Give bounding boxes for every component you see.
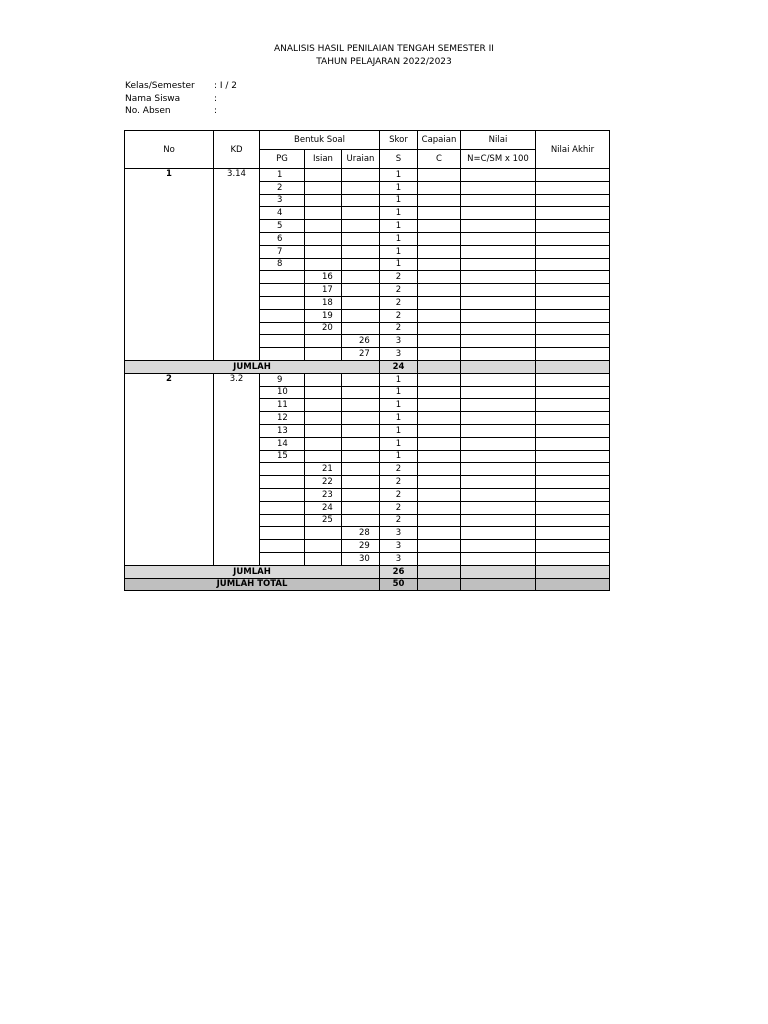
cell-nilai xyxy=(461,540,536,553)
cell-nilai xyxy=(461,169,536,182)
cell-skor: 1 xyxy=(380,245,418,258)
cell-nilai xyxy=(461,348,536,361)
cell-nilai-akhir xyxy=(536,450,610,463)
cell-isian: 18 xyxy=(305,296,342,309)
jumlah-total-value: 50 xyxy=(380,578,418,591)
cell-pg: 3 xyxy=(260,194,305,207)
jumlah-total-row xyxy=(125,578,610,591)
cell-nilai-akhir xyxy=(536,437,610,450)
cell-nilai-akhir xyxy=(536,386,610,399)
cell-isian xyxy=(305,335,342,348)
header-nilai: Nilai xyxy=(461,131,536,150)
cell-capaian xyxy=(418,181,461,194)
cell-isian xyxy=(305,450,342,463)
header-bentuk-soal: Bentuk Soal xyxy=(260,131,380,150)
cell-isian xyxy=(305,386,342,399)
cell-capaian xyxy=(418,437,461,450)
jumlah-capaian xyxy=(418,360,461,373)
cell-isian: 24 xyxy=(305,501,342,514)
cell-skor: 2 xyxy=(380,514,418,527)
jumlah-nilai-akhir xyxy=(536,565,610,578)
cell-uraian xyxy=(342,194,380,207)
cell-nilai-akhir xyxy=(536,271,610,284)
cell-isian xyxy=(305,232,342,245)
info-value: : I / 2 xyxy=(214,81,238,91)
cell-nilai xyxy=(461,271,536,284)
cell-uraian: 30 xyxy=(342,552,380,565)
cell-capaian xyxy=(418,450,461,463)
cell-nilai xyxy=(461,335,536,348)
header-capaian-c: C xyxy=(418,150,461,169)
cell-capaian xyxy=(418,488,461,501)
cell-isian: 23 xyxy=(305,488,342,501)
cell-skor: 2 xyxy=(380,463,418,476)
cell-skor: 3 xyxy=(380,348,418,361)
cell-pg xyxy=(260,348,305,361)
cell-capaian xyxy=(418,335,461,348)
cell-uraian xyxy=(342,373,380,386)
jumlah-value: 26 xyxy=(380,565,418,578)
cell-skor: 2 xyxy=(380,296,418,309)
cell-pg: 1 xyxy=(260,169,305,182)
cell-uraian xyxy=(342,437,380,450)
cell-skor: 3 xyxy=(380,540,418,553)
cell-isian: 21 xyxy=(305,463,342,476)
cell-pg xyxy=(260,501,305,514)
header-kd: KD xyxy=(214,131,260,169)
info-value: : xyxy=(214,106,218,116)
cell-pg: 13 xyxy=(260,424,305,437)
document-subtitle: TAHUN PELAJARAN 2022/2023 xyxy=(316,57,452,67)
cell-nilai xyxy=(461,296,536,309)
cell-capaian xyxy=(418,322,461,335)
header-isian: Isian xyxy=(305,150,342,169)
cell-uraian xyxy=(342,488,380,501)
cell-capaian xyxy=(418,476,461,489)
cell-capaian xyxy=(418,552,461,565)
cell-isian xyxy=(305,527,342,540)
cell-nilai xyxy=(461,463,536,476)
total-nilai-akhir xyxy=(536,578,610,591)
cell-uraian xyxy=(342,424,380,437)
cell-isian: 25 xyxy=(305,514,342,527)
cell-pg: 2 xyxy=(260,181,305,194)
cell-pg xyxy=(260,552,305,565)
cell-skor: 2 xyxy=(380,309,418,322)
cell-nilai-akhir xyxy=(536,552,610,565)
cell-capaian xyxy=(418,424,461,437)
cell-isian xyxy=(305,194,342,207)
cell-uraian xyxy=(342,271,380,284)
cell-nilai-akhir xyxy=(536,181,610,194)
cell-isian xyxy=(305,245,342,258)
jumlah-label: JUMLAH xyxy=(125,565,380,578)
cell-skor: 2 xyxy=(380,284,418,297)
header-uraian: Uraian xyxy=(342,150,380,169)
header-pg: PG xyxy=(260,150,305,169)
cell-capaian xyxy=(418,207,461,220)
cell-uraian xyxy=(342,386,380,399)
cell-capaian xyxy=(418,386,461,399)
cell-capaian xyxy=(418,309,461,322)
cell-nilai-akhir xyxy=(536,284,610,297)
cell-skor: 1 xyxy=(380,207,418,220)
info-label: No. Absen xyxy=(125,106,171,116)
cell-capaian xyxy=(418,169,461,182)
cell-skor: 2 xyxy=(380,476,418,489)
cell-nilai-akhir xyxy=(536,501,610,514)
cell-nilai xyxy=(461,386,536,399)
cell-uraian xyxy=(342,258,380,271)
cell-skor: 1 xyxy=(380,169,418,182)
header-capaian: Capaian xyxy=(418,131,461,150)
cell-nilai xyxy=(461,322,536,335)
cell-capaian xyxy=(418,373,461,386)
cell-capaian xyxy=(418,514,461,527)
cell-uraian: 28 xyxy=(342,527,380,540)
cell-pg: 4 xyxy=(260,207,305,220)
cell-isian: 22 xyxy=(305,476,342,489)
cell-isian xyxy=(305,540,342,553)
cell-nilai xyxy=(461,309,536,322)
cell-skor: 2 xyxy=(380,501,418,514)
cell-nilai-akhir xyxy=(536,309,610,322)
cell-uraian xyxy=(342,245,380,258)
cell-nilai-akhir xyxy=(536,232,610,245)
cell-nilai-akhir xyxy=(536,296,610,309)
cell-isian: 17 xyxy=(305,284,342,297)
jumlah-nilai xyxy=(461,565,536,578)
cell-isian: 19 xyxy=(305,309,342,322)
cell-nilai xyxy=(461,450,536,463)
header-skor-s: S xyxy=(380,150,418,169)
cell-pg xyxy=(260,296,305,309)
cell-nilai xyxy=(461,424,536,437)
cell-isian xyxy=(305,373,342,386)
cell-capaian xyxy=(418,296,461,309)
cell-skor: 2 xyxy=(380,322,418,335)
cell-isian xyxy=(305,258,342,271)
cell-isian xyxy=(305,207,342,220)
cell-skor: 1 xyxy=(380,181,418,194)
cell-capaian xyxy=(418,284,461,297)
cell-nilai-akhir xyxy=(536,322,610,335)
jumlah-row xyxy=(125,565,610,578)
cell-isian xyxy=(305,424,342,437)
cell-skor: 1 xyxy=(380,194,418,207)
cell-skor: 2 xyxy=(380,488,418,501)
cell-skor: 1 xyxy=(380,220,418,233)
cell-capaian xyxy=(418,271,461,284)
cell-nilai xyxy=(461,437,536,450)
cell-pg xyxy=(260,488,305,501)
cell-isian xyxy=(305,169,342,182)
cell-pg xyxy=(260,322,305,335)
cell-pg xyxy=(260,463,305,476)
cell-skor: 1 xyxy=(380,437,418,450)
cell-nilai xyxy=(461,399,536,412)
cell-uraian xyxy=(342,309,380,322)
cell-capaian xyxy=(418,399,461,412)
cell-uraian xyxy=(342,220,380,233)
cell-pg xyxy=(260,540,305,553)
info-nama-siswa xyxy=(125,93,217,105)
cell-skor: 1 xyxy=(380,373,418,386)
cell-uraian xyxy=(342,501,380,514)
cell-nilai-akhir xyxy=(536,540,610,553)
cell-uraian xyxy=(342,232,380,245)
cell-isian xyxy=(305,399,342,412)
cell-nilai xyxy=(461,232,536,245)
cell-nilai-akhir xyxy=(536,527,610,540)
cell-pg: 12 xyxy=(260,412,305,425)
cell-nilai-akhir xyxy=(536,194,610,207)
total-capaian xyxy=(418,578,461,591)
header-nilai-akhir: Nilai Akhir xyxy=(536,131,610,169)
cell-nilai-akhir xyxy=(536,412,610,425)
cell-uraian xyxy=(342,296,380,309)
cell-isian: 20 xyxy=(305,322,342,335)
cell-skor: 1 xyxy=(380,450,418,463)
cell-nilai xyxy=(461,552,536,565)
cell-capaian xyxy=(418,245,461,258)
info-value: : xyxy=(214,94,218,104)
cell-isian xyxy=(305,220,342,233)
cell-nilai-akhir xyxy=(536,514,610,527)
header-row-1 xyxy=(125,131,610,150)
cell-nilai xyxy=(461,514,536,527)
cell-capaian xyxy=(418,463,461,476)
cell-nilai-akhir xyxy=(536,348,610,361)
cell-capaian xyxy=(418,540,461,553)
cell-no: 2 xyxy=(125,373,214,565)
cell-pg xyxy=(260,335,305,348)
cell-kd: 3.14 xyxy=(214,169,260,361)
cell-pg: 14 xyxy=(260,437,305,450)
cell-pg: 10 xyxy=(260,386,305,399)
cell-pg xyxy=(260,527,305,540)
cell-uraian xyxy=(342,412,380,425)
cell-isian xyxy=(305,181,342,194)
cell-nilai-akhir xyxy=(536,488,610,501)
table-row xyxy=(125,373,610,386)
cell-skor: 1 xyxy=(380,424,418,437)
cell-skor: 3 xyxy=(380,335,418,348)
cell-uraian: 26 xyxy=(342,335,380,348)
analysis-table xyxy=(124,130,610,591)
cell-nilai-akhir xyxy=(536,245,610,258)
info-label: Nama Siswa xyxy=(125,94,181,104)
cell-nilai xyxy=(461,284,536,297)
cell-nilai xyxy=(461,488,536,501)
info-no-absen xyxy=(125,105,217,117)
cell-nilai-akhir xyxy=(536,476,610,489)
cell-nilai-akhir xyxy=(536,258,610,271)
cell-uraian xyxy=(342,463,380,476)
jumlah-nilai-akhir xyxy=(536,360,610,373)
cell-uraian: 27 xyxy=(342,348,380,361)
table-row xyxy=(125,169,610,182)
jumlah-nilai xyxy=(461,360,536,373)
cell-skor: 1 xyxy=(380,258,418,271)
cell-capaian xyxy=(418,258,461,271)
cell-isian xyxy=(305,552,342,565)
info-label: Kelas/Semester xyxy=(125,81,195,91)
cell-pg xyxy=(260,514,305,527)
cell-pg: 8 xyxy=(260,258,305,271)
cell-uraian xyxy=(342,207,380,220)
cell-nilai xyxy=(461,207,536,220)
cell-uraian xyxy=(342,476,380,489)
header-nilai-formula: N=C/SM x 100 xyxy=(461,150,536,169)
cell-uraian xyxy=(342,514,380,527)
cell-isian: 16 xyxy=(305,271,342,284)
cell-pg: 6 xyxy=(260,232,305,245)
cell-isian xyxy=(305,437,342,450)
cell-nilai xyxy=(461,245,536,258)
cell-skor: 2 xyxy=(380,271,418,284)
cell-nilai-akhir xyxy=(536,207,610,220)
total-nilai xyxy=(461,578,536,591)
cell-uraian: 29 xyxy=(342,540,380,553)
cell-skor: 3 xyxy=(380,552,418,565)
cell-pg: 15 xyxy=(260,450,305,463)
cell-skor: 1 xyxy=(380,232,418,245)
cell-nilai xyxy=(461,476,536,489)
cell-pg: 7 xyxy=(260,245,305,258)
cell-uraian xyxy=(342,169,380,182)
cell-uraian xyxy=(342,284,380,297)
cell-nilai xyxy=(461,220,536,233)
jumlah-value: 24 xyxy=(380,360,418,373)
cell-skor: 3 xyxy=(380,527,418,540)
header-no: No xyxy=(125,131,214,169)
cell-pg xyxy=(260,284,305,297)
cell-capaian xyxy=(418,194,461,207)
cell-uraian xyxy=(342,450,380,463)
cell-nilai xyxy=(461,194,536,207)
cell-uraian xyxy=(342,322,380,335)
cell-capaian xyxy=(418,501,461,514)
cell-skor: 1 xyxy=(380,399,418,412)
cell-capaian xyxy=(418,412,461,425)
cell-no: 1 xyxy=(125,169,214,361)
cell-isian xyxy=(305,412,342,425)
jumlah-label: JUMLAH xyxy=(125,360,380,373)
info-kelas-semester xyxy=(125,80,237,92)
cell-nilai xyxy=(461,412,536,425)
cell-skor: 1 xyxy=(380,386,418,399)
cell-pg: 5 xyxy=(260,220,305,233)
cell-isian xyxy=(305,348,342,361)
cell-nilai-akhir xyxy=(536,169,610,182)
cell-nilai-akhir xyxy=(536,399,610,412)
document-title: ANALISIS HASIL PENILAIAN TENGAH SEMESTER II xyxy=(274,44,494,54)
cell-capaian xyxy=(418,527,461,540)
cell-pg: 9 xyxy=(260,373,305,386)
cell-capaian xyxy=(418,220,461,233)
cell-kd: 3.2 xyxy=(214,373,260,565)
cell-nilai xyxy=(461,501,536,514)
cell-nilai-akhir xyxy=(536,220,610,233)
cell-pg: 11 xyxy=(260,399,305,412)
cell-uraian xyxy=(342,399,380,412)
cell-capaian xyxy=(418,348,461,361)
jumlah-row xyxy=(125,360,610,373)
cell-uraian xyxy=(342,181,380,194)
cell-nilai-akhir xyxy=(536,463,610,476)
cell-pg xyxy=(260,271,305,284)
header-skor: Skor xyxy=(380,131,418,150)
cell-nilai xyxy=(461,373,536,386)
jumlah-capaian xyxy=(418,565,461,578)
cell-nilai-akhir xyxy=(536,424,610,437)
cell-capaian xyxy=(418,232,461,245)
cell-pg xyxy=(260,309,305,322)
cell-nilai xyxy=(461,258,536,271)
cell-pg xyxy=(260,476,305,489)
cell-nilai xyxy=(461,181,536,194)
cell-skor: 1 xyxy=(380,412,418,425)
cell-nilai-akhir xyxy=(536,335,610,348)
jumlah-total-label: JUMLAH TOTAL xyxy=(125,578,380,591)
cell-nilai xyxy=(461,527,536,540)
cell-nilai-akhir xyxy=(536,373,610,386)
